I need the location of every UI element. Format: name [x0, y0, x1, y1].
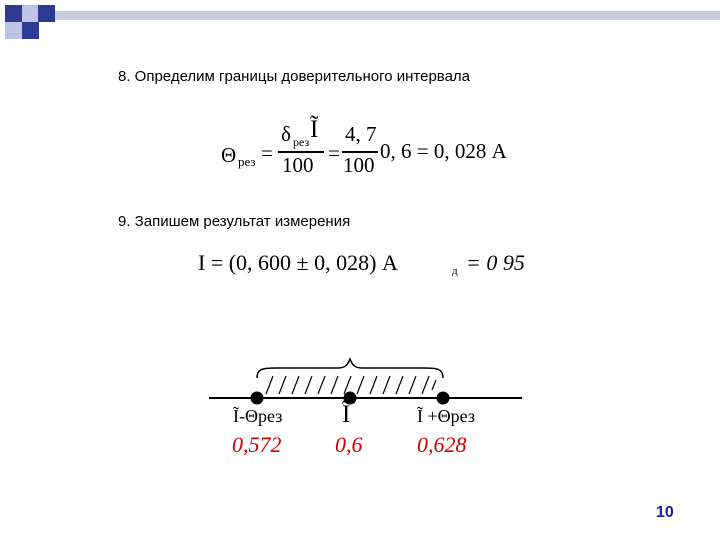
estimate-value: 0,6 — [335, 432, 363, 457]
lower-bound-point — [251, 392, 264, 405]
step-8-heading: 8. Определим границы доверительного интервала — [118, 68, 471, 85]
theta-symbol: Θ — [221, 143, 237, 167]
current-estimate-symbol: Ĩ — [310, 116, 319, 143]
equals-sign: = — [261, 141, 273, 165]
probability-subscript: д — [452, 265, 458, 277]
delta-subscript: рез — [293, 135, 310, 149]
theta-subscript: рез — [238, 154, 256, 169]
denominator-2: 100 — [343, 153, 375, 177]
upper-bound-label: Ĩ +Θрез — [417, 406, 475, 426]
measurement-result: I = (0, 600 ± 0, 028) А — [198, 250, 398, 275]
formula-result: 0, 6 = 0, 028 А — [380, 139, 507, 163]
denominator-1: 100 — [282, 153, 314, 177]
lower-bound-value: 0,572 — [232, 432, 282, 457]
numerator-2: 4, 7 — [345, 122, 377, 146]
interval-hatching — [266, 376, 436, 394]
interval-brace — [257, 359, 443, 378]
page-number: 10 — [656, 504, 674, 521]
equals-sign: = — [328, 141, 340, 165]
lower-bound-label: Ĩ-Θрез — [233, 406, 283, 426]
upper-bound-point — [437, 392, 450, 405]
step-9-heading: 9. Запишем результат измерения — [118, 213, 351, 230]
estimate-label: Ĩ — [342, 401, 351, 428]
delta-symbol: δ — [281, 122, 291, 146]
confidence-probability: = 0 95 — [466, 250, 525, 275]
upper-bound-value: 0,628 — [417, 432, 467, 457]
